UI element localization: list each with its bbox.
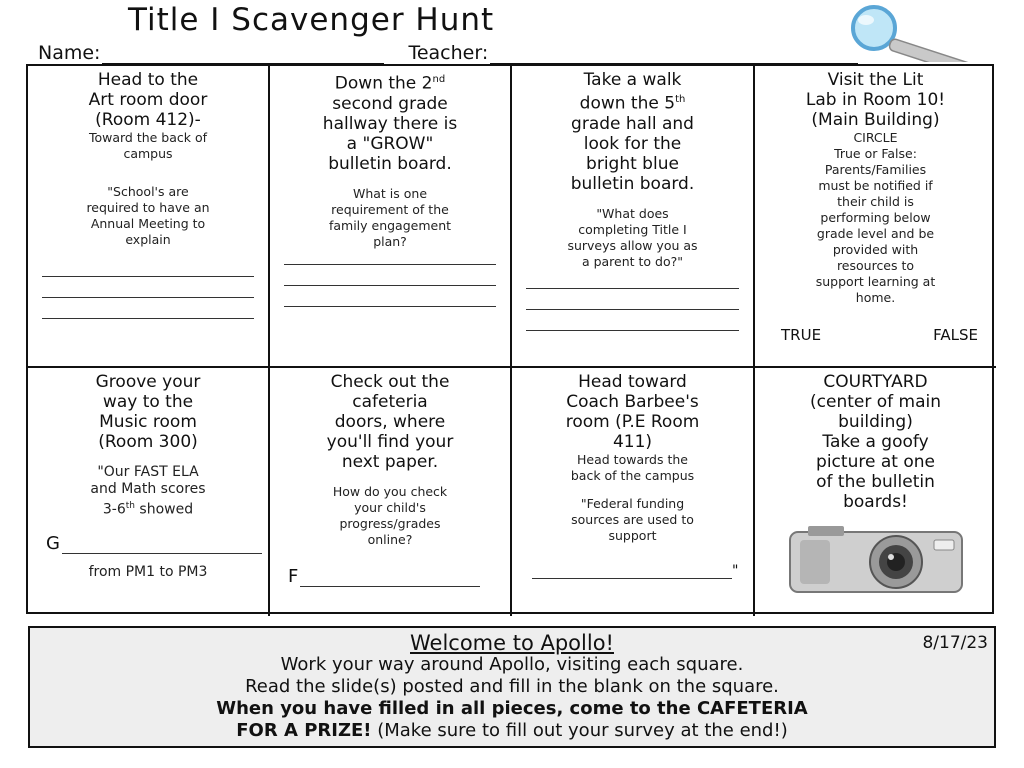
answer-line[interactable]	[284, 285, 496, 286]
answer-line[interactable]	[526, 288, 739, 289]
cell-question: "Our FAST ELA and Math scores 3-6th showed	[90, 464, 206, 518]
cell-pe-room	[512, 368, 755, 616]
welcome-line-4: FOR A PRIZE! (Make sure to fill out your survey at the end!)	[236, 720, 788, 741]
cell-question: "Federal funding sources are used to support	[571, 496, 694, 543]
cell-lit-lab	[755, 66, 996, 368]
cell-heading: Head to the Art room door (Room 412)-	[88, 70, 208, 130]
welcome-line-3: When you have filled in all pieces, come to the CAFETERIA	[216, 698, 808, 719]
cell-courtyard	[755, 368, 996, 616]
answer-line[interactable]	[284, 264, 496, 265]
cell-question: What is one requirement of the family engagement plan?	[328, 185, 452, 249]
page-title: Title I Scavenger Hunt	[128, 2, 495, 38]
answer-line[interactable]	[42, 276, 254, 277]
answer-blank[interactable]: F	[276, 566, 504, 587]
name-teacher-row	[38, 40, 978, 64]
welcome-line-2: Read the slide(s) posted and fill in the blank on the square.	[245, 676, 779, 697]
cell-second-grade	[270, 66, 512, 368]
answer-line[interactable]	[42, 297, 254, 298]
cell-cafeteria	[270, 368, 512, 616]
cell-art-room	[28, 66, 270, 368]
answer-line[interactable]	[526, 330, 739, 331]
cell-heading: Down the 2nd second grade hallway there is a "GROW" bulletin board.	[322, 73, 458, 174]
scavenger-grid	[26, 64, 994, 614]
cell-heading: COURTYARD (center of main building) Take a goofy picture at one of the bulletin boards!	[810, 372, 941, 512]
false-option[interactable]: FALSE	[933, 326, 978, 344]
welcome-line-1: Work your way around Apollo, visiting each square.	[280, 654, 744, 675]
cell-heading: Check out the cafeteria doors, where you'll find your next paper.	[326, 372, 454, 472]
cell-heading: Visit the Lit Lab in Room 10! (Main Building)	[805, 70, 946, 130]
camera-icon	[788, 524, 964, 594]
cell-question: How do you check your child's progress/grades online?	[332, 484, 448, 547]
answer-line[interactable]	[526, 309, 739, 310]
cell-heading: Take a walk down the 5th grade hall and look for the bright blue bulletin board.	[570, 70, 695, 194]
name-label: Name:	[38, 42, 101, 64]
welcome-title: Welcome to Apollo!	[410, 631, 614, 655]
answer-line[interactable]	[42, 318, 254, 319]
answer-blank[interactable]: G	[34, 533, 262, 554]
answer-blank[interactable]: "	[518, 560, 747, 579]
answer-line[interactable]	[284, 306, 496, 307]
teacher-blank[interactable]	[490, 45, 858, 64]
cell-heading: Head toward Coach Barbee's room (P.E Room 411)	[565, 372, 700, 452]
cell-note: Head towards the back of the campus	[570, 452, 695, 483]
welcome-date: 8/17/23	[922, 633, 988, 653]
cell-fifth-grade	[512, 66, 755, 368]
teacher-label: Teacher:	[408, 42, 489, 64]
cell-music-room	[28, 368, 270, 616]
welcome-box	[28, 626, 996, 748]
cell-question: "School's are required to have an Annual Meeting to explain	[86, 184, 210, 247]
true-option[interactable]: TRUE	[781, 326, 822, 344]
name-blank[interactable]	[102, 45, 384, 64]
cell-note: Toward the back of campus	[88, 130, 208, 161]
cell-question: "What does completing Title I surveys allow you as a parent to do?"	[567, 205, 698, 269]
cell-heading: Groove your way to the Music room (Room 300)	[95, 372, 201, 452]
cell-footer: from PM1 to PM3	[88, 563, 208, 580]
cell-body: CIRCLE True or False: Parents/Families must be notified if their child is performing below grade level and be provided with resources to support learning at home.	[815, 130, 936, 305]
true-false-options	[761, 326, 990, 344]
